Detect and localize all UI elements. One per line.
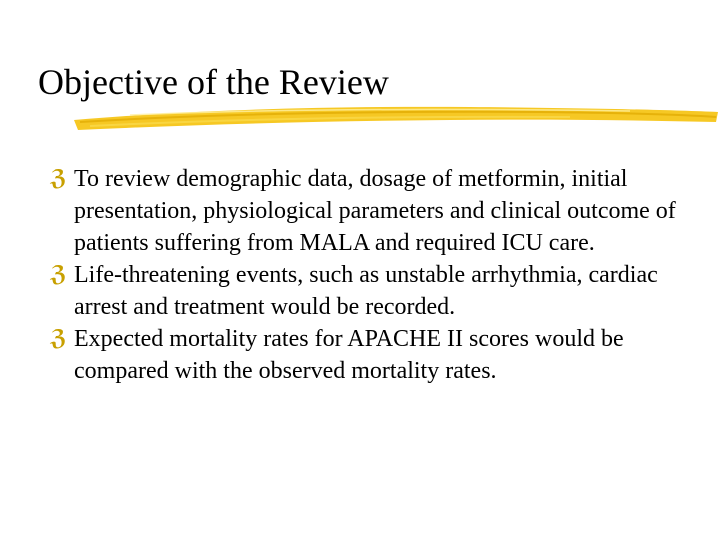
bullet-text: Life-threatening events, such as unstable arrhythmia, cardiac arrest and treatment would be recorded. xyxy=(74,262,658,320)
bullet-item xyxy=(50,323,710,387)
bullet-item xyxy=(50,259,710,323)
bullet-text: To review demographic data, dosage of metformin, initial presentation, physiological parameters and clinical outcome of patients suffering from MALA and required ICU care. xyxy=(74,166,676,256)
z-bullet-icon: ℨ xyxy=(50,262,67,287)
bullet-text: Expected mortality rates for APACHE II scores would be compared with the observed mortality rates. xyxy=(74,326,624,384)
slide-title: Objective of the Review xyxy=(38,62,389,102)
z-bullet-icon: ℨ xyxy=(50,166,67,191)
bullet-item xyxy=(50,163,710,259)
z-bullet-icon: ℨ xyxy=(50,326,67,351)
title-underline-brushstroke xyxy=(70,100,720,134)
bullet-list xyxy=(50,163,710,387)
